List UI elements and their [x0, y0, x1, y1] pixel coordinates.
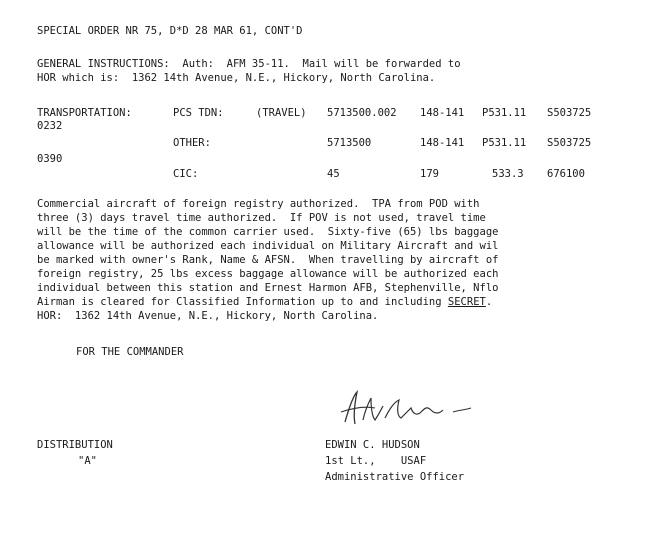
- transportation-label: TRANSPORTATION:: [37, 107, 132, 119]
- other-cell-2: 148-141: [420, 137, 465, 149]
- travel-label: (TRAVEL): [256, 107, 307, 119]
- pcs-cell-4: S503725: [547, 107, 592, 119]
- body-line-1: Commercial aircraft of foreign registry authorized. TPA from POD with: [37, 198, 480, 210]
- cic-label: CIC:: [173, 168, 199, 180]
- other-label: OTHER:: [173, 137, 211, 149]
- other-cell-1: 5713500: [327, 137, 372, 149]
- pcs-cell-1: 5713500.002: [327, 107, 397, 119]
- cic-cell-3: 533.3: [492, 168, 524, 180]
- general-instructions-line-2: HOR which is: 1362 14th Avenue, N.E., Hickory, North Carolina.: [37, 72, 436, 84]
- general-instructions-line-1: GENERAL INSTRUCTIONS: Auth: AFM 35-11. Mail will be forwarded to: [37, 58, 461, 70]
- cic-cell-4: 676100: [547, 168, 585, 180]
- cic-cell-1: 45: [327, 168, 340, 180]
- body-line-6: foreign registry, 25 lbs excess baggage allowance will be authorized each: [37, 268, 499, 280]
- clearance-level: SECRET: [447, 296, 486, 308]
- clearance-prefix: Airman is cleared for Classified Information up to and including: [37, 296, 448, 308]
- distribution-label: DISTRIBUTION: [37, 439, 113, 451]
- order-header: SPECIAL ORDER NR 75, D*D 28 MAR 61, CONT'D: [37, 25, 303, 37]
- handwritten-signature: [335, 384, 495, 434]
- signatory-title: Administrative Officer: [325, 471, 465, 483]
- body-line-3: will be the time of the common carrier used. Sixty-five (65) lbs baggage: [37, 226, 499, 238]
- distribution-code: "A": [78, 455, 97, 467]
- other-cell-4: S503725: [547, 137, 592, 149]
- cic-cell-2: 179: [420, 168, 439, 180]
- pcs-cell-3: P531.11: [482, 107, 527, 119]
- clearance-line: [37, 296, 492, 309]
- signatory-name: EDWIN C. HUDSON: [325, 439, 420, 451]
- body-line-5: be marked with owner's Rank, Name & AFSN. When travelling by aircraft of: [37, 254, 499, 266]
- body-line-2: three (3) days travel time authorized. If POV is not used, travel time: [37, 212, 486, 224]
- pcs-cell-2: 148-141: [420, 107, 465, 119]
- signatory-rank: 1st Lt., USAF: [325, 455, 427, 467]
- other-continuation: 0390: [37, 153, 63, 165]
- for-the-commander: FOR THE COMMANDER: [76, 346, 184, 358]
- clearance-suffix: .: [485, 296, 493, 308]
- body-line-4: allowance will be authorized each individual on Military Aircraft and wil: [37, 240, 499, 252]
- hor-line: HOR: 1362 14th Avenue, N.E., Hickory, North Carolina.: [37, 310, 379, 322]
- pcs-tdn-label: PCS TDN:: [173, 107, 224, 119]
- pcs-continuation: 0232: [37, 120, 63, 132]
- body-line-7: individual between this station and Ernest Harmon AFB, Stephenville, Nflo: [37, 282, 499, 294]
- other-cell-3: P531.11: [482, 137, 527, 149]
